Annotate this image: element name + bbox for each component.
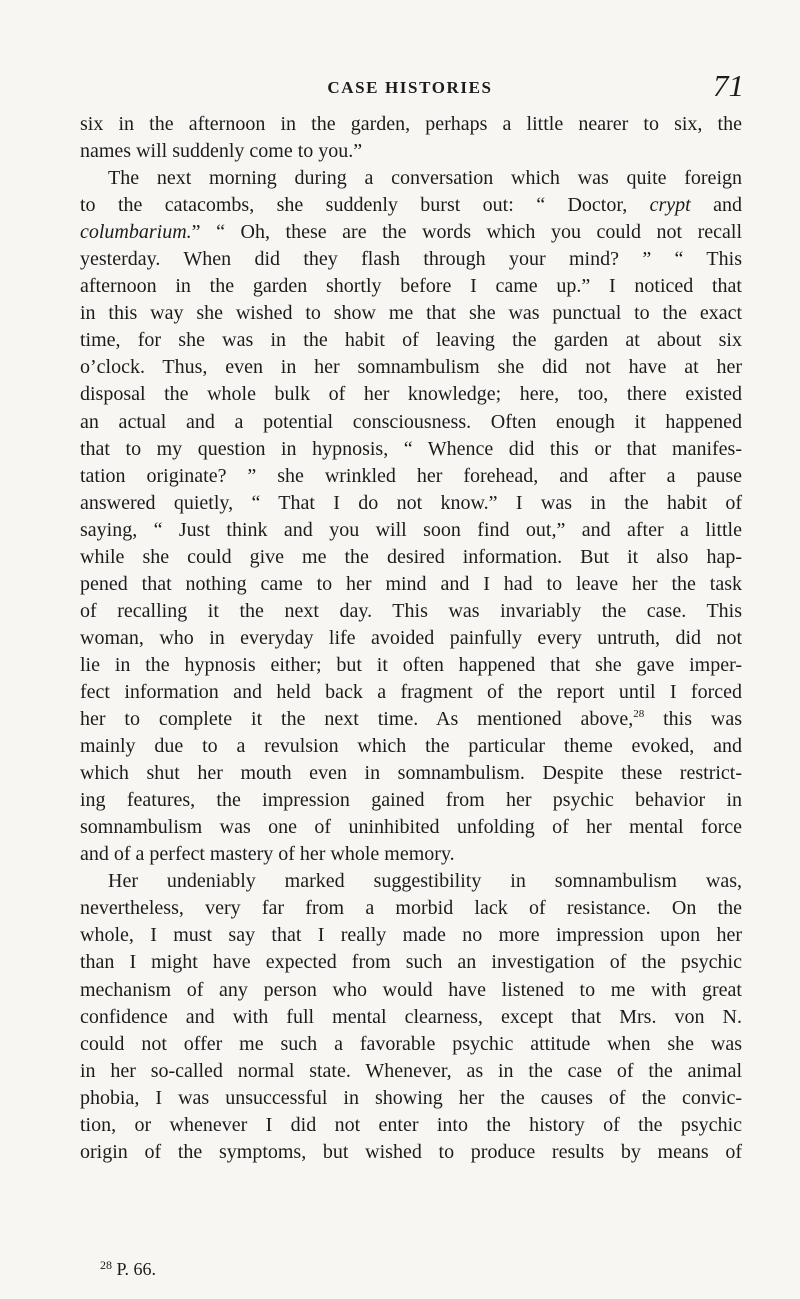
text-line: woman, who in everyday life avoided painfully every untruth, did not [80, 626, 742, 649]
text-line: in this way she wished to show me that she was punctual to the exact [80, 302, 742, 325]
body-text [80, 111, 742, 1166]
running-head: CASE HISTORIES [327, 78, 493, 97]
text-line: disposal the whole bulk of her knowledge; here, too, there existed [80, 383, 742, 406]
text-line: which shut her mouth even in somnambulism. Despite these restrict- [80, 762, 742, 785]
text-segment: her to complete it the next time. As mentioned above, [80, 708, 634, 731]
text-line: origin of the symptoms, but wished to produce results by means of [80, 1140, 742, 1163]
footnote-text: P. 66. [116, 1259, 157, 1279]
text-line: time, for she was in the habit of leaving the garden at about six [80, 329, 742, 352]
text-line: ing features, the impression gained from her psychic behavior in [80, 789, 742, 812]
text-segment: to the catacombs, she suddenly burst out: “ Doctor, [80, 194, 628, 217]
text-line: yesterday. When did they flash through your mind? ” “ This [80, 248, 742, 271]
text-line: tion, or whenever I did not enter into the history of the psychic [80, 1113, 742, 1136]
page-header [80, 68, 744, 108]
text-line: tation originate? ” she wrinkled her forehead, and after a pause [80, 464, 742, 487]
text-line: six in the afternoon in the garden, perhaps a little nearer to six, the [80, 113, 742, 135]
italic-term: crypt [649, 194, 691, 217]
text-line [80, 706, 742, 733]
text-line: phobia, I was unsuccessful in showing her the causes of the convic- [80, 1086, 742, 1109]
text-line: in her so-called normal state. Whenever, as in the case of the animal [80, 1059, 742, 1082]
italic-term: columbarium. [80, 221, 192, 244]
text-line [80, 192, 742, 219]
text-line: than I might have expected from such an investigation of the psychic [80, 951, 742, 974]
text-line: pened that nothing came to her mind and I had to leave her the task [80, 572, 742, 595]
text-line: whole, I must say that I really made no more impression upon her [80, 924, 742, 947]
text-line: and of a perfect mastery of her whole memory. [80, 843, 455, 866]
text-line: o’clock. Thus, even in her somnambulism she did not have at her [80, 356, 742, 379]
text-segment: and [713, 194, 743, 217]
text-line: mechanism of any person who would have listened to me with great [80, 978, 742, 1001]
text-line: The next morning during a conversation which was quite foreign [108, 167, 742, 190]
text-line: confidence and with full mental clearness, except that Mrs. von N. [80, 1005, 742, 1028]
text-segment: ” “ Oh, these are the words which you could not recall [191, 221, 742, 244]
text-line: names will suddenly come to you.” [80, 140, 363, 163]
text-line: mainly due to a revulsion which the particular theme evoked, and [80, 735, 742, 758]
text-line: fect information and held back a fragment of the report until I forced [80, 680, 742, 703]
text-line: while she could give me the desired information. But it also hap- [80, 545, 742, 568]
text-line: an actual and a potential consciousness. Often enough it happened [80, 410, 742, 433]
footnote-reference: 28 [633, 708, 645, 721]
footnote [100, 1258, 156, 1280]
text-line: somnambulism was one of uninhibited unfolding of her mental force [80, 816, 742, 839]
text-line: nevertheless, very far from a morbid lack of resistance. On the [80, 897, 742, 920]
page-number: 71 [713, 68, 744, 103]
text-line: that to my question in hypnosis, “ Whence did this or that manifes- [80, 437, 742, 460]
text-line [80, 219, 742, 246]
footnote-number: 28 [100, 1258, 112, 1272]
text-line: afternoon in the garden shortly before I came up.” I noticed that [80, 275, 742, 298]
text-line: Her undeniably marked suggestibility in somnambulism was, [108, 870, 742, 893]
text-line: lie in the hypnosis either; but it often happened that she gave imper- [80, 653, 742, 676]
text-line: of recalling it the next day. This was invariably the case. This [80, 599, 742, 622]
text-line: saying, “ Just think and you will soon find out,” and after a little [80, 518, 742, 541]
text-segment: this was [663, 708, 742, 731]
text-line: answered quietly, “ That I do not know.” I was in the habit of [80, 491, 742, 514]
text-line: could not offer me such a favorable psychic attitude when she was [80, 1032, 742, 1055]
